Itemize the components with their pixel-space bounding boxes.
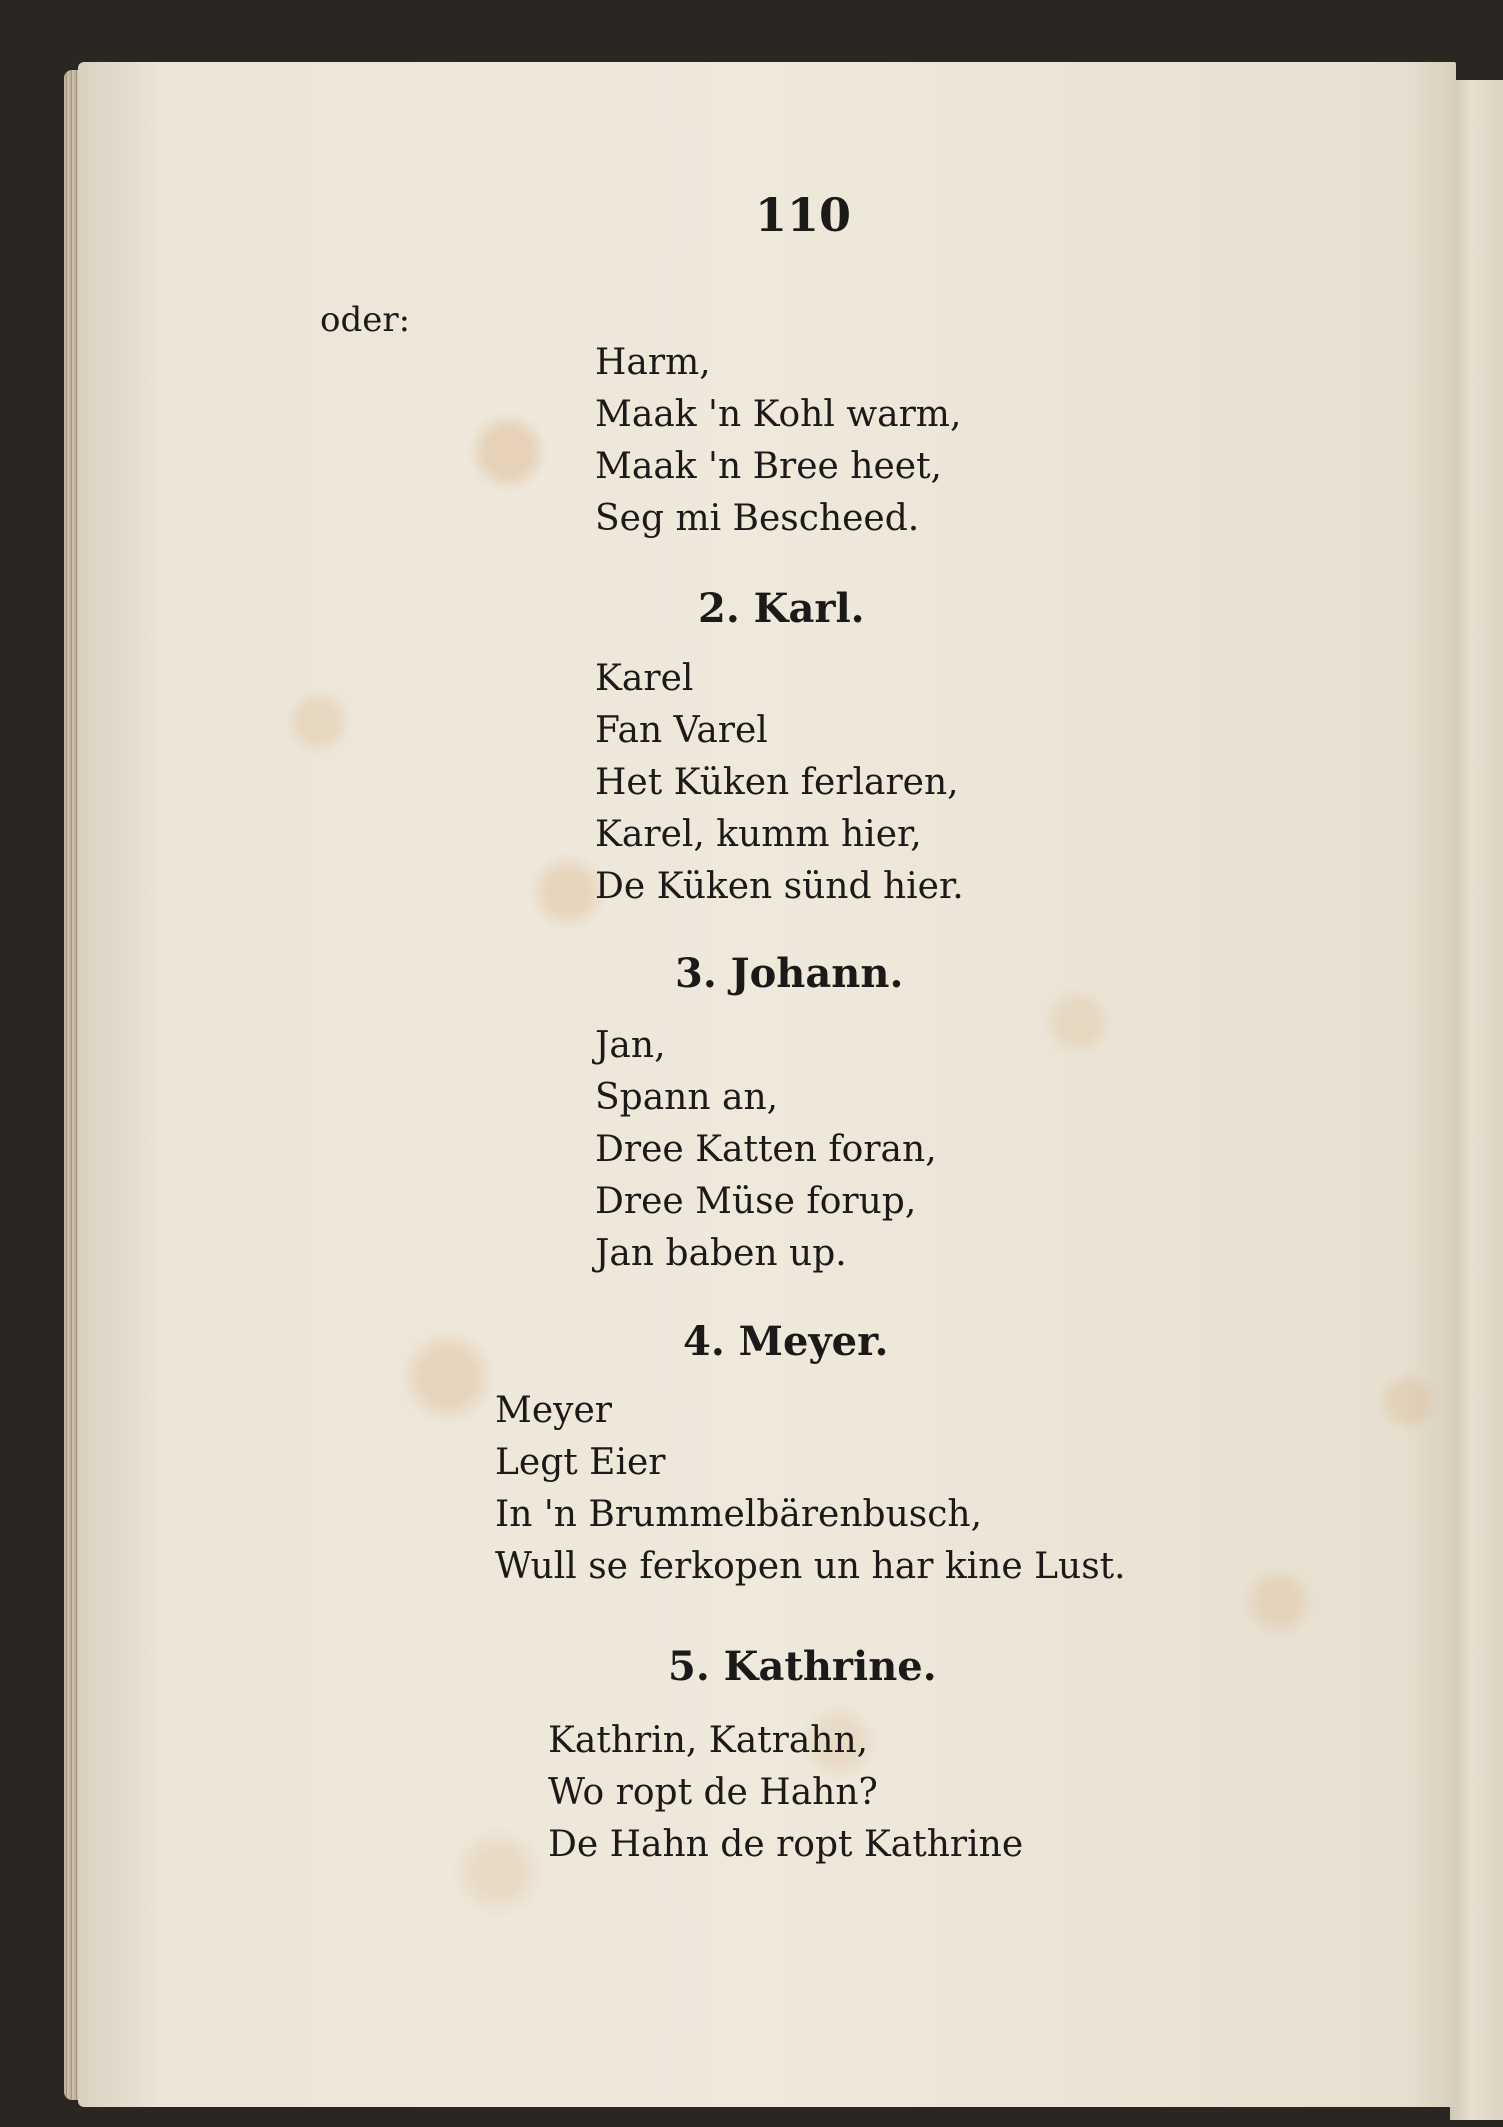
- verse-line: Dree Katten foran,: [595, 1129, 937, 1170]
- facing-page-edge: [1450, 80, 1503, 2120]
- verse-line: Wo ropt de Hahn?: [548, 1772, 878, 1813]
- verse-line: Kathrin, Katrahn,: [548, 1720, 869, 1761]
- verse-line: Jan baben up.: [595, 1233, 847, 1274]
- verse-line: Karel: [595, 658, 694, 699]
- verse-line: Wull se ferkopen un har kine Lust.: [495, 1546, 1126, 1587]
- verse-line: Maak 'n Bree heet,: [595, 446, 942, 487]
- verse-line: Legt Eier: [495, 1442, 666, 1483]
- verse-line: Dree Müse forup,: [595, 1181, 917, 1222]
- verse-line: Spann an,: [595, 1077, 779, 1118]
- verse-line: Karel, kumm hier,: [595, 814, 922, 855]
- verse-line: Meyer: [495, 1390, 613, 1431]
- verse-line: Seg mi Bescheed.: [595, 498, 920, 539]
- section-heading: 5. Kathrine.: [668, 1643, 937, 1690]
- verse-line: In 'n Brummelbärenbusch,: [495, 1494, 983, 1535]
- section-heading: 3. Johann.: [675, 950, 904, 997]
- verse-line: Jan,: [595, 1025, 666, 1066]
- verse-line: De Küken sünd hier.: [595, 866, 964, 907]
- section-heading: 2. Karl.: [698, 585, 865, 632]
- verse-line: Fan Varel: [595, 710, 768, 751]
- page-number: 110: [755, 188, 852, 242]
- verse-line: De Hahn de ropt Kathrine: [548, 1824, 1024, 1865]
- verse-line: Het Küken ferlaren,: [595, 762, 959, 803]
- verse-line: Maak 'n Kohl warm,: [595, 394, 962, 435]
- intro-label: oder:: [320, 300, 411, 340]
- verse-line: Harm,: [595, 342, 711, 383]
- section-heading: 4. Meyer.: [683, 1318, 889, 1365]
